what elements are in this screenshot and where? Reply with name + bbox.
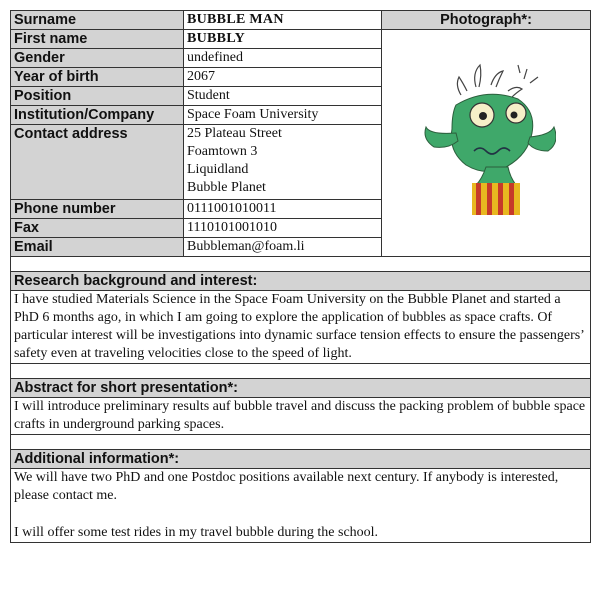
position-value: Student: [184, 87, 382, 106]
section-spacer: [11, 257, 591, 272]
contact-address-value: [184, 125, 382, 200]
additional-paragraph: We will have two PhD and one Postdoc positions available next century. If anybody is interested, please contact me.: [14, 470, 559, 503]
fax-label: Fax: [11, 219, 184, 238]
phone-label: Phone number: [11, 200, 184, 219]
surname-label: Surname: [11, 11, 184, 30]
email-label: Email: [11, 238, 184, 257]
striped-shirt: [472, 183, 520, 215]
position-label: Position: [11, 87, 184, 106]
registration-form: [10, 10, 591, 543]
first-name-label: First name: [11, 30, 184, 49]
year-of-birth-label: Year of birth: [11, 68, 184, 87]
section-spacer: [11, 435, 591, 450]
institution-label: Institution/Company: [11, 106, 184, 125]
section-spacer: [11, 364, 591, 379]
research-text: I have studied Materials Science in the Space Foam University on the Bubble Planet and started a PhD 6 months ago, in which I am going to explore the application of bubbles as space crafts. Of particular interest will be investigations into dynamic surface tension effects to ensure the passengers’ safety even at traveling velocities close to the speed of light.: [11, 291, 591, 364]
gender-label: Gender: [11, 49, 184, 68]
photograph-label: Photograph*:: [382, 11, 591, 30]
address-line: 25 Plateau Street: [187, 126, 282, 141]
photograph-cell: [382, 30, 591, 257]
year-of-birth-value: 2067: [184, 68, 382, 87]
first-name-value: BUBBLY: [184, 30, 382, 49]
bubble-man-photo: [416, 55, 556, 225]
contact-address-label: Contact address: [11, 125, 184, 200]
institution-value: Space Foam University: [184, 106, 382, 125]
address-line: Bubble Planet: [187, 180, 266, 195]
address-line: Foamtown 3: [187, 144, 258, 159]
hair-scribble: [457, 65, 538, 97]
abstract-text: I will introduce preliminary results auf bubble travel and discuss the packing problem of bubble space crafts in underground parking spaces.: [11, 398, 591, 435]
additional-title: Additional information*:: [11, 450, 591, 469]
additional-paragraph: I will offer some test rides in my travel bubble during the school.: [14, 525, 379, 540]
gender-value: undefined: [184, 49, 382, 68]
email-value: Bubbleman@foam.li: [184, 238, 382, 257]
fax-value: 1110101001010: [184, 219, 382, 238]
surname-value: BUBBLE MAN: [184, 11, 382, 30]
address-line: Liquidland: [187, 162, 249, 177]
phone-value: 0111001010011: [184, 200, 382, 219]
abstract-title: Abstract for short presentation*:: [11, 379, 591, 398]
research-title: Research background and interest:: [11, 272, 591, 291]
additional-text: [11, 469, 591, 543]
